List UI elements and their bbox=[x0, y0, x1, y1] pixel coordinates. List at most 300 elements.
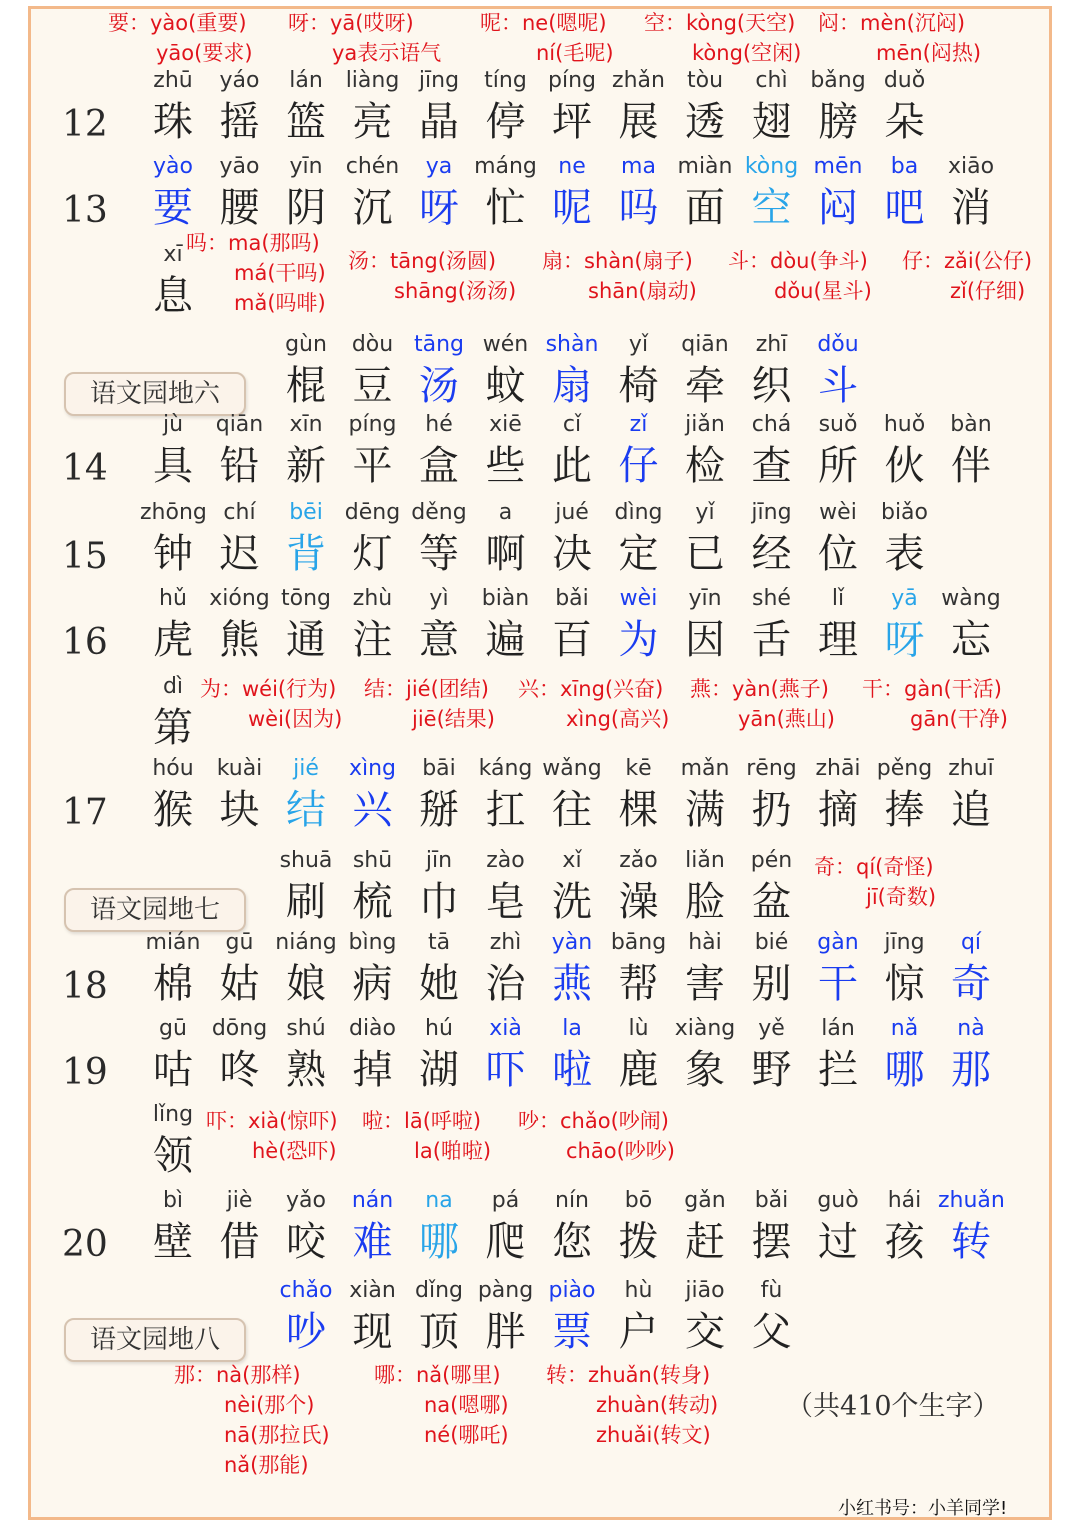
char-cell bbox=[739, 408, 805, 490]
char-cell bbox=[140, 1012, 206, 1094]
pinyin: yā bbox=[891, 586, 918, 611]
hanzi: 翅 bbox=[751, 99, 792, 145]
char-cell bbox=[672, 64, 738, 146]
char-cell bbox=[539, 582, 605, 664]
pinyin: la bbox=[562, 1016, 582, 1041]
pinyin: xiàn bbox=[349, 1278, 396, 1303]
hanzi: 啦 bbox=[552, 1047, 592, 1093]
pinyin: liǎn bbox=[685, 848, 725, 873]
hanzi: 难 bbox=[352, 1219, 393, 1265]
char-cell bbox=[805, 1184, 871, 1266]
polyphone-key: 吵： bbox=[518, 1109, 560, 1133]
pinyin: bāng bbox=[610, 930, 667, 955]
lesson-number: 18 bbox=[62, 966, 108, 1007]
char-cell bbox=[805, 408, 871, 490]
pinyin: wèi bbox=[619, 586, 658, 611]
pinyin: zhuī bbox=[948, 756, 994, 781]
hanzi: 追 bbox=[951, 787, 991, 833]
hanzi: 织 bbox=[751, 363, 792, 409]
char-cell bbox=[872, 496, 938, 578]
char-cell bbox=[739, 926, 805, 1008]
polyphone-reading: shāng(汤汤) bbox=[394, 279, 517, 303]
pinyin: yīn bbox=[688, 586, 722, 611]
hanzi: 透 bbox=[685, 99, 725, 145]
pinyin: dǒu bbox=[817, 332, 859, 357]
polyphone-key: 空： bbox=[644, 11, 686, 35]
pinyin: mǎn bbox=[680, 756, 730, 781]
char-cell bbox=[140, 1098, 206, 1180]
char-cell bbox=[539, 150, 605, 232]
pinyin: liàng bbox=[345, 68, 400, 93]
hanzi: 面 bbox=[685, 185, 725, 231]
hanzi: 椅 bbox=[618, 363, 659, 409]
char-cell bbox=[273, 328, 339, 410]
pinyin: jīn bbox=[425, 848, 453, 873]
hanzi: 掰 bbox=[419, 787, 459, 833]
polyphone-key: 要： bbox=[108, 11, 150, 35]
hanzi: 决 bbox=[552, 531, 592, 577]
polyphone-reading: la(啪啦) bbox=[414, 1139, 492, 1163]
char-cell bbox=[207, 408, 273, 490]
char-cell bbox=[340, 844, 406, 926]
hanzi: 皂 bbox=[485, 879, 526, 925]
char-cell bbox=[539, 496, 605, 578]
polyphone-reading: dǒu(星斗) bbox=[774, 279, 872, 303]
hanzi: 那 bbox=[951, 1047, 991, 1093]
pinyin: chǎo bbox=[279, 1278, 333, 1303]
hanzi: 蚊 bbox=[485, 363, 526, 409]
pinyin: jīng bbox=[751, 500, 792, 525]
pinyin: kòng bbox=[744, 154, 799, 179]
char-cell bbox=[606, 1274, 672, 1356]
char-cell bbox=[739, 496, 805, 578]
polyphone-reading: chǎo(吵闹) bbox=[560, 1109, 669, 1133]
hanzi: 交 bbox=[685, 1309, 725, 1355]
hanzi: 理 bbox=[818, 617, 858, 663]
char-cell bbox=[606, 582, 672, 664]
hanzi: 咚 bbox=[219, 1047, 260, 1093]
char-cell bbox=[805, 328, 871, 410]
char-cell bbox=[473, 752, 539, 834]
hanzi: 吵 bbox=[286, 1309, 326, 1355]
hanzi: 满 bbox=[685, 787, 725, 833]
pinyin: ba bbox=[890, 154, 919, 179]
pinyin: a bbox=[498, 500, 513, 525]
char-cell bbox=[872, 408, 938, 490]
pinyin: děng bbox=[411, 500, 467, 525]
hanzi: 为 bbox=[618, 617, 659, 663]
char-cell bbox=[340, 1184, 406, 1266]
pinyin: hǔ bbox=[159, 586, 187, 611]
char-cell bbox=[672, 752, 738, 834]
lesson-number: 17 bbox=[62, 792, 108, 833]
section-label: 语文园地七 bbox=[64, 888, 246, 932]
pinyin: lù bbox=[628, 1016, 649, 1041]
hanzi: 摆 bbox=[751, 1219, 792, 1265]
hanzi: 过 bbox=[818, 1219, 858, 1265]
pinyin: tíng bbox=[484, 68, 527, 93]
char-cell bbox=[273, 64, 339, 146]
hanzi: 象 bbox=[685, 1047, 725, 1093]
char-cell bbox=[273, 150, 339, 232]
pinyin: lán bbox=[289, 68, 323, 93]
char-cell bbox=[938, 408, 1004, 490]
polyphone-reading: ne(嗯呢) bbox=[522, 11, 607, 35]
char-cell bbox=[872, 64, 938, 146]
hanzi: 赶 bbox=[685, 1219, 725, 1265]
char-cell bbox=[606, 926, 672, 1008]
char-cell bbox=[140, 582, 206, 664]
char-cell bbox=[938, 926, 1004, 1008]
hanzi: 注 bbox=[352, 617, 393, 663]
polyphone-reading: zǎi(公仔) bbox=[944, 249, 1033, 273]
char-cell bbox=[672, 496, 738, 578]
polyphone-note bbox=[542, 246, 697, 306]
hanzi: 此 bbox=[552, 443, 592, 489]
char-cell bbox=[207, 496, 273, 578]
char-cell bbox=[207, 926, 273, 1008]
pinyin: zhū bbox=[153, 68, 193, 93]
pinyin: yào bbox=[153, 154, 193, 179]
hanzi: 沉 bbox=[352, 185, 393, 231]
pinyin: zhāi bbox=[815, 756, 861, 781]
pinyin: wàng bbox=[941, 586, 1001, 611]
char-cell bbox=[340, 752, 406, 834]
char-cell bbox=[739, 752, 805, 834]
hanzi: 膀 bbox=[818, 99, 858, 145]
hanzi: 意 bbox=[419, 617, 459, 663]
char-cell bbox=[406, 150, 472, 232]
polyphone-reading: yàn(燕子) bbox=[732, 677, 829, 701]
lesson-number: 16 bbox=[62, 622, 108, 663]
polyphone-reading: zhuàn(转动) bbox=[596, 1393, 719, 1417]
pinyin: nà bbox=[957, 1016, 985, 1041]
pinyin: chén bbox=[345, 154, 400, 179]
pinyin: zhī bbox=[755, 332, 788, 357]
char-cell bbox=[406, 328, 472, 410]
hanzi: 咬 bbox=[286, 1219, 326, 1265]
hanzi: 盆 bbox=[751, 879, 792, 925]
char-cell bbox=[207, 752, 273, 834]
char-cell bbox=[539, 408, 605, 490]
char-cell bbox=[672, 1274, 738, 1356]
pinyin: diào bbox=[348, 1016, 397, 1041]
polyphone-note-top bbox=[288, 8, 441, 68]
char-cell bbox=[340, 582, 406, 664]
hanzi: 背 bbox=[286, 531, 326, 577]
pinyin: dēng bbox=[344, 500, 401, 525]
char-cell bbox=[273, 1184, 339, 1266]
hanzi: 块 bbox=[219, 787, 260, 833]
lesson-number: 19 bbox=[62, 1052, 108, 1093]
pinyin: dōng bbox=[211, 1016, 268, 1041]
pinyin: bō bbox=[624, 1188, 653, 1213]
polyphone-reading: na(嗯哪) bbox=[424, 1393, 509, 1417]
pinyin: zhōng bbox=[140, 500, 207, 525]
hanzi: 些 bbox=[485, 443, 526, 489]
pinyin: kuài bbox=[216, 756, 263, 781]
char-cell bbox=[539, 328, 605, 410]
pinyin: jiǎn bbox=[685, 412, 725, 437]
polyphone-note bbox=[364, 674, 495, 734]
hanzi: 阴 bbox=[286, 185, 326, 231]
pinyin: hóu bbox=[152, 756, 194, 781]
pinyin: fù bbox=[760, 1278, 783, 1303]
hanzi: 她 bbox=[419, 961, 459, 1007]
char-cell bbox=[739, 1274, 805, 1356]
pinyin: bǎi bbox=[555, 586, 589, 611]
pinyin: chí bbox=[223, 500, 256, 525]
char-cell bbox=[273, 496, 339, 578]
polyphone-key: 哪： bbox=[374, 1363, 416, 1387]
char-cell bbox=[473, 150, 539, 232]
char-cell bbox=[473, 926, 539, 1008]
char-cell bbox=[473, 64, 539, 146]
pinyin: bǎng bbox=[810, 68, 866, 93]
char-cell bbox=[938, 752, 1004, 834]
hanzi: 扇 bbox=[552, 363, 592, 409]
char-cell bbox=[606, 1184, 672, 1266]
char-cell bbox=[406, 408, 472, 490]
pinyin: bìng bbox=[348, 930, 397, 955]
hanzi: 消 bbox=[951, 185, 991, 231]
char-cell bbox=[539, 752, 605, 834]
hanzi: 虎 bbox=[153, 617, 193, 663]
polyphone-reading: chāo(吵吵) bbox=[566, 1139, 675, 1163]
char-cell bbox=[805, 496, 871, 578]
hanzi: 棵 bbox=[618, 787, 659, 833]
char-cell bbox=[207, 1184, 273, 1266]
polyphone-reading: nèi(那个) bbox=[224, 1393, 315, 1417]
hanzi: 定 bbox=[618, 531, 659, 577]
pinyin: zǎo bbox=[619, 848, 658, 873]
hanzi: 猴 bbox=[153, 787, 193, 833]
char-cell bbox=[140, 408, 206, 490]
polyphone-note bbox=[902, 246, 1032, 306]
pinyin: guò bbox=[817, 1188, 859, 1213]
section-label: 语文园地八 bbox=[64, 1318, 246, 1362]
char-cell bbox=[140, 496, 206, 578]
pinyin: wǎng bbox=[542, 756, 602, 781]
polyphone-reading: yào(重要) bbox=[150, 11, 247, 35]
pinyin: hài bbox=[688, 930, 722, 955]
polyphone-note-bottom bbox=[174, 1360, 330, 1480]
hanzi: 盒 bbox=[419, 443, 459, 489]
char-cell bbox=[406, 844, 472, 926]
pinyin: mēn bbox=[813, 154, 863, 179]
hanzi: 第 bbox=[153, 705, 193, 751]
hanzi: 查 bbox=[751, 443, 792, 489]
lesson-number: 20 bbox=[62, 1224, 108, 1265]
pinyin: dìng bbox=[614, 500, 663, 525]
polyphone-note-top bbox=[480, 8, 614, 68]
polyphone-key: 吓： bbox=[206, 1109, 248, 1133]
char-cell bbox=[938, 1184, 1004, 1266]
polyphone-reading: má(干吗) bbox=[234, 261, 326, 285]
polyphone-key: 燕： bbox=[690, 677, 732, 701]
hanzi: 仔 bbox=[618, 443, 659, 489]
polyphone-note-top bbox=[818, 8, 981, 68]
pinyin: hú bbox=[425, 1016, 453, 1041]
hanzi: 奇 bbox=[951, 961, 991, 1007]
pinyin: xià bbox=[489, 1016, 522, 1041]
pinyin: hái bbox=[887, 1188, 922, 1213]
char-cell bbox=[606, 496, 672, 578]
polyphone-reading: mēn(闷热) bbox=[876, 41, 982, 65]
hanzi: 伙 bbox=[884, 443, 925, 489]
pinyin: nǎ bbox=[890, 1016, 919, 1041]
polyphone-reading: hè(恐吓) bbox=[252, 1139, 337, 1163]
hanzi: 惊 bbox=[884, 961, 925, 1007]
hanzi: 别 bbox=[751, 961, 792, 1007]
char-cell bbox=[473, 328, 539, 410]
hanzi: 呢 bbox=[552, 185, 592, 231]
char-cell bbox=[273, 1274, 339, 1356]
polyphone-reading: wèi(因为) bbox=[248, 707, 343, 731]
pinyin: xǐ bbox=[562, 848, 582, 873]
pinyin: hù bbox=[624, 1278, 653, 1303]
pinyin: shàn bbox=[545, 332, 599, 357]
pinyin: biàn bbox=[481, 586, 530, 611]
char-cell bbox=[207, 1012, 273, 1094]
polyphone-reading: yān(燕山) bbox=[738, 707, 835, 731]
char-cell bbox=[140, 926, 206, 1008]
hanzi: 晶 bbox=[419, 99, 459, 145]
hanzi: 平 bbox=[352, 443, 393, 489]
hanzi: 拨 bbox=[618, 1219, 659, 1265]
polyphone-key: 啦： bbox=[362, 1109, 404, 1133]
hanzi: 澡 bbox=[618, 879, 659, 925]
polyphone-reading: nā(那拉氏) bbox=[224, 1423, 330, 1447]
pinyin: suǒ bbox=[818, 412, 858, 437]
hanzi: 坪 bbox=[552, 99, 592, 145]
char-cell bbox=[672, 1184, 738, 1266]
hanzi: 娘 bbox=[286, 961, 326, 1007]
pinyin: xīn bbox=[289, 412, 323, 437]
hanzi: 您 bbox=[552, 1219, 592, 1265]
hanzi: 掉 bbox=[352, 1047, 393, 1093]
char-cell bbox=[938, 1012, 1004, 1094]
hanzi: 拦 bbox=[818, 1047, 858, 1093]
hanzi: 帮 bbox=[618, 961, 659, 1007]
hanzi: 爬 bbox=[485, 1219, 526, 1265]
char-cell bbox=[340, 328, 406, 410]
polyphone-reading: ní(毛呢) bbox=[536, 41, 614, 65]
pinyin: yě bbox=[758, 1016, 785, 1041]
char-cell bbox=[672, 328, 738, 410]
polyphone-reading: xīng(兴奋) bbox=[560, 677, 664, 701]
hanzi: 熊 bbox=[219, 617, 260, 663]
pinyin: xiē bbox=[489, 412, 522, 437]
char-cell bbox=[805, 64, 871, 146]
char-cell bbox=[473, 1012, 539, 1094]
pinyin: xiāo bbox=[947, 154, 995, 179]
hanzi: 巾 bbox=[419, 879, 459, 925]
polyphone-key: 奇： bbox=[814, 855, 856, 879]
lesson-number: 15 bbox=[62, 536, 108, 577]
char-cell bbox=[539, 1184, 605, 1266]
hanzi: 结 bbox=[286, 787, 326, 833]
char-cell bbox=[340, 150, 406, 232]
char-cell bbox=[739, 64, 805, 146]
hanzi: 忙 bbox=[485, 185, 526, 231]
char-cell bbox=[273, 408, 339, 490]
char-cell bbox=[207, 64, 273, 146]
pinyin: mián bbox=[145, 930, 201, 955]
hanzi: 朵 bbox=[884, 99, 925, 145]
hanzi: 梳 bbox=[352, 879, 393, 925]
pinyin: bǎi bbox=[754, 1188, 789, 1213]
char-cell bbox=[340, 496, 406, 578]
char-cell bbox=[273, 582, 339, 664]
pinyin: yǐ bbox=[695, 500, 715, 525]
polyphone-note bbox=[728, 246, 872, 306]
hanzi: 熟 bbox=[286, 1047, 326, 1093]
hanzi: 铅 bbox=[219, 443, 260, 489]
pinyin: jié bbox=[293, 756, 319, 781]
pinyin: piào bbox=[548, 1278, 596, 1303]
char-cell bbox=[340, 64, 406, 146]
pinyin: bàn bbox=[950, 412, 992, 437]
polyphone-reading: zhuǎn(转身) bbox=[588, 1363, 711, 1387]
char-cell bbox=[739, 582, 805, 664]
hanzi: 病 bbox=[352, 961, 393, 1007]
char-cell bbox=[140, 1184, 206, 1266]
hanzi: 吧 bbox=[884, 185, 925, 231]
pinyin: ya bbox=[425, 154, 453, 179]
hanzi: 位 bbox=[818, 531, 858, 577]
polyphone-reading: gān(干净) bbox=[910, 707, 1008, 731]
pinyin: dòu bbox=[351, 332, 394, 357]
char-cell bbox=[872, 1184, 938, 1266]
hanzi: 父 bbox=[751, 1309, 792, 1355]
pinyin: xióng bbox=[209, 586, 270, 611]
pinyin: bēi bbox=[289, 500, 323, 525]
char-cell bbox=[473, 1184, 539, 1266]
hanzi: 棉 bbox=[153, 961, 193, 1007]
char-cell bbox=[273, 844, 339, 926]
pinyin: zǐ bbox=[629, 412, 648, 437]
hanzi: 票 bbox=[552, 1309, 592, 1355]
polyphone-reading: xìng(高兴) bbox=[566, 707, 670, 731]
pinyin: cǐ bbox=[562, 412, 582, 437]
char-cell bbox=[539, 926, 605, 1008]
total-count: （共410个生字） bbox=[786, 1391, 1000, 1422]
char-cell bbox=[606, 64, 672, 146]
polyphone-key: 斗： bbox=[728, 249, 770, 273]
hanzi: 兴 bbox=[352, 787, 393, 833]
pinyin: bāi bbox=[422, 756, 456, 781]
polyphone-note bbox=[186, 228, 326, 318]
polyphone-key: 闷： bbox=[818, 11, 860, 35]
hanzi: 野 bbox=[751, 1047, 792, 1093]
pinyin: miàn bbox=[677, 154, 733, 179]
hanzi: 鹿 bbox=[618, 1047, 659, 1093]
polyphone-reading: mǎ(吗啡) bbox=[234, 291, 326, 315]
char-cell bbox=[739, 1012, 805, 1094]
char-cell bbox=[872, 1012, 938, 1094]
pinyin: niáng bbox=[275, 930, 337, 955]
pinyin: píng bbox=[348, 412, 397, 437]
char-cell bbox=[938, 150, 1004, 232]
pinyin: tōng bbox=[281, 586, 331, 611]
polyphone-reading: nà(那样) bbox=[216, 1363, 301, 1387]
hanzi: 要 bbox=[153, 185, 193, 231]
polyphone-key: 呢： bbox=[480, 11, 522, 35]
lesson-number: 13 bbox=[62, 190, 108, 231]
pinyin: pá bbox=[491, 1188, 520, 1213]
polyphone-key: 扇： bbox=[542, 249, 584, 273]
